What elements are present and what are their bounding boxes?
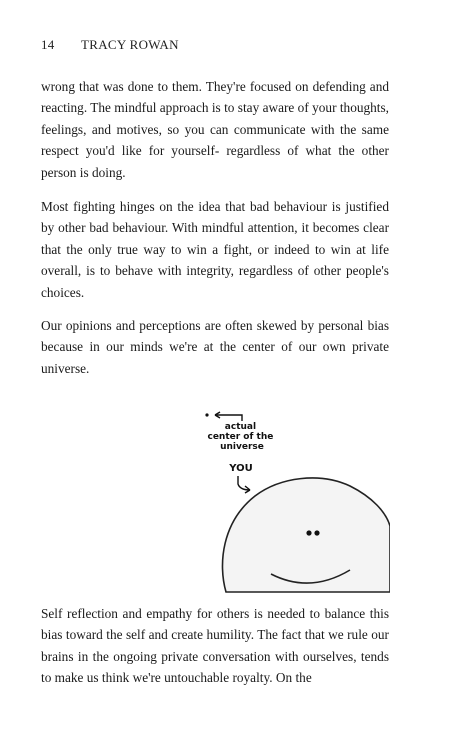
paragraph-3: Our opinions and perceptions are often skewed by personal bias because in our minds we're at the center of our own private universe. [41, 318, 389, 376]
paragraph-1: wrong that was done to them. They're focused on defending and reacting. The mindful approach is to stay aware of your thoughts, feelings, and motives, so you can communicate with the same respect you'd like for yourself- regardless of what the other person is doing. [41, 79, 389, 180]
page-number: 14 [41, 37, 55, 52]
figure-label-line-1: actual [224, 422, 257, 432]
paragraph-2: Most fighting hinges on the idea that bad behaviour is justified by other bad behaviour. With mindful attention, it becomes clear that the only true way to win a fight, or indeed to win at life overall, is to behave with integrity, regardless of other people's choices. [41, 199, 389, 300]
you-label: YOU [229, 463, 253, 474]
left-eye [306, 530, 311, 535]
right-eye [314, 530, 319, 535]
center-of-universe-cartoon [200, 404, 390, 594]
smiley-face [222, 478, 390, 592]
paragraph-4: Self reflection and empathy for others is needed to balance this bias toward the self and create humility. The fact that we rule our brains in the ongoing private conversation with ourselves, tends to make us think we're untouchable royalty. On the [41, 606, 389, 686]
figure-label-line-3: universe [220, 442, 264, 452]
svg-text:actual center of the [207, 422, 276, 452]
universe-center-dot [205, 413, 208, 416]
figure-label-line-2: center of the [207, 432, 274, 442]
running-header [41, 37, 179, 53]
author-name: TRACY ROWAN [81, 37, 179, 52]
